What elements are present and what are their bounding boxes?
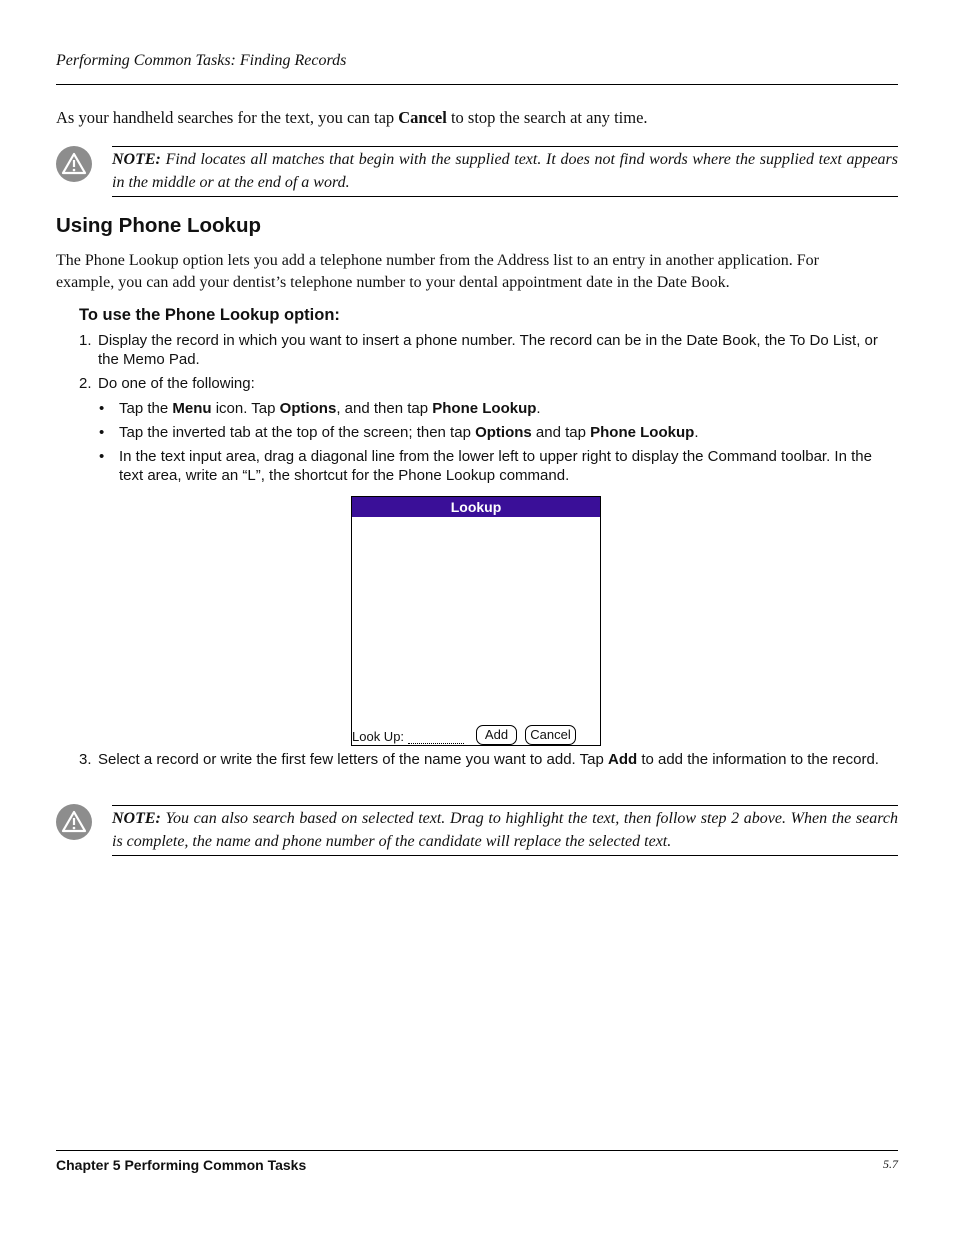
lookup-title-bar: Lookup [352,497,600,517]
bullet-text: Tap the Menu icon. Tap Options, and then tap Phone Lookup. [119,400,541,417]
bullet-symbol: • [99,448,105,465]
lookup-label: Look Up: [352,729,405,744]
note-1-text [112,146,898,197]
lookup-input[interactable] [408,743,464,744]
section-body: The Phone Lookup option lets you add a telephone number from the Address list to an entry in another application. For example, you can add your dentist’s telephone number to your dental appointment date in the Date Book. [56,252,819,291]
bullet-text: In the text input area, drag a diagonal line from the lower left to upper right to display the Command toolbar. In the text area, write an “L”, the shortcut for the Phone Lookup command. [119,448,872,484]
section-title: Using Phone Lookup [56,214,261,237]
bullet-text: Tap the inverted tab at the top of the screen; then tap Options and tap Phone Lookup. [119,424,699,441]
note-2-content: You can also search based on selected text. Drag to highlight the text, then follow step 2 above. When the search is complete, the name and phone number of the candidate will replace the selected text. [112,810,898,850]
step-number: 3. [79,751,92,768]
intro-paragraph [56,108,648,128]
step-number: 2. [79,375,92,392]
page-number: 5.7 [883,1157,898,1171]
footer-rule [56,1150,898,1151]
step-text: Display the record in which you want to insert a phone number. The record can be in the Date Book, the To Do List, or the Memo Pad. [98,332,878,368]
lookup-screen [351,496,601,746]
note-1-content: Find locates all matches that begin with the supplied text. It does not find words where the supplied text appears in the middle or at the end of a word. [112,151,898,191]
note-2-text [112,805,898,856]
header-rule [56,84,898,85]
footer-chapter: Chapter 5 Performing Common Tasks [56,1157,307,1173]
running-header: Performing Common Tasks: Finding Records [56,52,347,69]
intro-cancel-term: Cancel [398,108,447,127]
step-text: Do one of the following: [98,375,255,392]
intro-text: As your handheld searches for the text, you can tap [56,108,399,127]
note-2-label: NOTE: [112,810,161,827]
bullet-symbol: • [99,400,105,417]
intro-text-end: to stop the search at any time. [446,108,648,127]
add-button[interactable]: Add [476,725,517,745]
note-1-label: NOTE: [112,151,161,168]
step-number: 1. [79,332,92,349]
bullet-symbol: • [99,424,105,441]
procedure-title: To use the Phone Lookup option: [79,306,340,324]
warning-icon [56,146,92,182]
step-text: Select a record or write the first few letters of the name you want to add. Tap Add to add the information to the record. [98,751,879,768]
warning-icon [56,804,92,840]
cancel-button[interactable]: Cancel [525,725,576,745]
